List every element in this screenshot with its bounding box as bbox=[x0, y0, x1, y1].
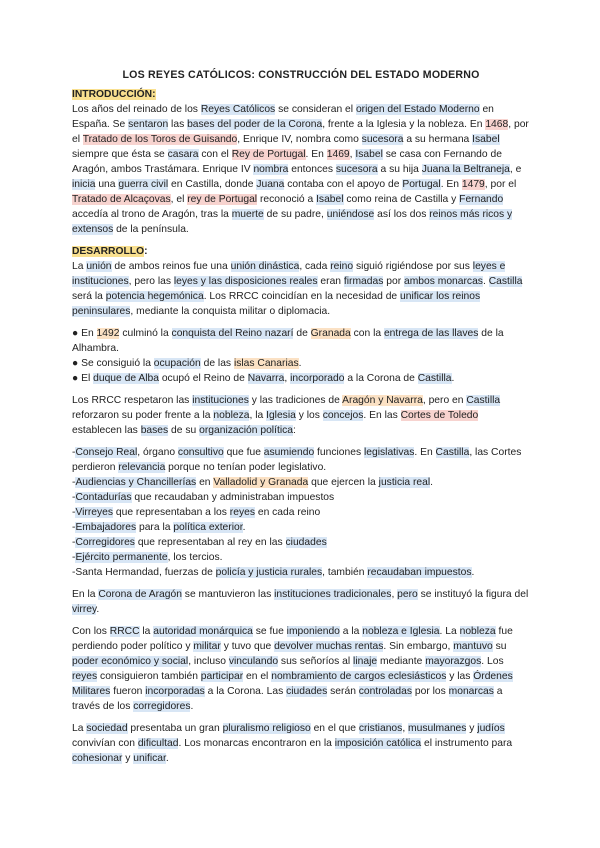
text-run: consiguieron también bbox=[97, 671, 201, 682]
highlighted-term: rey de Portugal bbox=[187, 194, 258, 205]
text-run: - bbox=[72, 552, 76, 563]
text-run: ● En bbox=[72, 328, 97, 339]
highlighted-term: Reyes Católicos bbox=[200, 104, 276, 115]
text-run: . Los monarcas encontraron en la bbox=[178, 738, 335, 749]
text-run: En la bbox=[72, 589, 99, 600]
highlighted-term: justicia real bbox=[378, 477, 431, 488]
highlighted-term: recaudaban impuestos bbox=[367, 567, 472, 578]
text-run: en cada reino bbox=[254, 507, 321, 518]
highlighted-term: sociedad bbox=[86, 723, 128, 734]
highlighted-term: ciudades bbox=[285, 537, 327, 548]
text-run: siguió rigiéndose por sus bbox=[353, 261, 473, 272]
highlighted-term: reyes bbox=[229, 507, 255, 518]
list-item bbox=[72, 535, 530, 550]
text-run: en el bbox=[243, 671, 272, 682]
highlighted-term: Portugal bbox=[402, 179, 441, 190]
highlighted-term: nombramiento de cargos eclesiásticos bbox=[271, 671, 447, 682]
text-run: , Enrique IV, nombra como bbox=[237, 134, 362, 145]
text-run: , bbox=[349, 149, 356, 160]
text-run: . La bbox=[439, 626, 460, 637]
highlighted-term: leyes e instituciones bbox=[72, 261, 506, 287]
highlighted-term: Aragón y Navarra bbox=[342, 395, 423, 406]
highlighted-term: cristianos bbox=[358, 723, 403, 734]
text-run: se instituyó la figura del bbox=[417, 589, 529, 600]
highlighted-term: concejos bbox=[322, 410, 364, 421]
highlighted-term: reinos más ricos y extensos bbox=[72, 209, 513, 235]
highlighted-term: Corona de Aragón bbox=[98, 589, 182, 600]
text-run: . Los RRCC coincidían en la necesidad de bbox=[203, 291, 401, 302]
highlighted-term: duque de Alba bbox=[93, 373, 159, 384]
text-run: porque no tenían poder legislativo. bbox=[165, 462, 327, 473]
text-run: . bbox=[298, 358, 302, 369]
highlighted-term: sentaron bbox=[128, 119, 169, 130]
text-run: de su bbox=[168, 425, 200, 436]
text-run: mediante bbox=[377, 656, 426, 667]
highlighted-term: conquista del Reino nazarí bbox=[171, 328, 294, 339]
text-run: , las Cortes perdieron bbox=[72, 447, 522, 473]
text-run: con el bbox=[198, 149, 232, 160]
text-run: contaba con el apoyo de bbox=[284, 179, 403, 190]
highlighted-term: guerra civil bbox=[118, 179, 169, 190]
highlighted-term: Embajadores bbox=[75, 522, 137, 533]
text-run: , el bbox=[170, 194, 188, 205]
highlighted-term: firmadas bbox=[343, 276, 384, 287]
highlighted-term: ciudades bbox=[286, 686, 328, 697]
text-run: Los RRCC respetaron las bbox=[72, 395, 193, 406]
text-run: - bbox=[72, 447, 76, 458]
text-run: fue perdiendo poder político y bbox=[72, 626, 513, 652]
text-run: , por el bbox=[72, 119, 529, 145]
text-run: , incluso bbox=[188, 656, 229, 667]
highlighted-term: imposición católica bbox=[334, 738, 422, 749]
text-run: de su padre, bbox=[263, 209, 327, 220]
highlighted-term: Juana bbox=[256, 179, 285, 190]
text-run: a la Corona. Las bbox=[204, 686, 287, 697]
highlighted-term: Tratado de Alcaçovas bbox=[72, 194, 171, 205]
text-run: , mediante la conquista militar o diplomacia. bbox=[130, 306, 331, 317]
text-run: a su hermana bbox=[403, 134, 473, 145]
highlighted-term: nobleza bbox=[459, 626, 496, 637]
list-item bbox=[72, 326, 530, 356]
highlighted-term: instituciones bbox=[192, 395, 249, 406]
text-run: a través de los bbox=[72, 686, 503, 712]
text-run: . Sin embargo, bbox=[383, 641, 454, 652]
highlighted-term: Isabel bbox=[355, 149, 383, 160]
text-run: . En las bbox=[363, 410, 401, 421]
text-run: - bbox=[72, 507, 76, 518]
highlighted-term: 1469 bbox=[326, 149, 350, 160]
highlighted-term: 1479 bbox=[461, 179, 485, 190]
highlighted-term: 1468 bbox=[485, 119, 509, 130]
highlighted-term: nobleza e Iglesia bbox=[362, 626, 440, 637]
highlighted-term: inicia bbox=[72, 179, 96, 190]
highlighted-term: uniéndose bbox=[326, 209, 375, 220]
text-run: La bbox=[72, 261, 87, 272]
text-run: ● El bbox=[72, 373, 94, 384]
highlighted-term: instituciones tradicionales bbox=[274, 589, 392, 600]
text-run: a la Corona de bbox=[344, 373, 418, 384]
highlighted-term: militar bbox=[193, 641, 221, 652]
text-run: serán bbox=[327, 686, 359, 697]
document-page bbox=[72, 68, 530, 773]
highlighted-term: judíos bbox=[477, 723, 505, 734]
text-run: de las bbox=[200, 358, 234, 369]
text-run: se mantuvieron las bbox=[181, 589, 275, 600]
highlighted-term: Órdenes Militares bbox=[72, 671, 513, 697]
intro-paragraph bbox=[72, 102, 530, 237]
text-run: reforzaron su poder frente a la bbox=[72, 410, 214, 421]
text-run: como reina de Castilla y bbox=[343, 194, 460, 205]
highlighted-term: Tratado de los Toros de Guisando bbox=[82, 134, 238, 145]
highlighted-term: unificar bbox=[133, 753, 166, 764]
text-run: . En bbox=[305, 149, 327, 160]
text-run: - bbox=[72, 492, 76, 503]
list-item bbox=[72, 371, 530, 386]
conquest-list bbox=[72, 326, 530, 386]
text-run: . bbox=[96, 604, 100, 615]
text-run: . En bbox=[414, 447, 436, 458]
highlighted-term: vinculando bbox=[228, 656, 279, 667]
highlighted-term: 1492 bbox=[96, 328, 120, 339]
text-run: convivían con bbox=[72, 738, 138, 749]
text-run: accedía al trono de Aragón, tras la bbox=[72, 209, 232, 220]
text-run: , bbox=[284, 373, 291, 384]
highlighted-term: Ejército permanente bbox=[75, 552, 168, 563]
highlighted-term: Rey de Portugal bbox=[231, 149, 306, 160]
intro-heading bbox=[72, 87, 530, 102]
highlighted-term: Juana la Beltraneja bbox=[421, 164, 510, 175]
text-run: , frente a la Iglesia y la nobleza. En bbox=[322, 119, 486, 130]
text-run: por bbox=[383, 276, 404, 287]
highlighted-term: Valladolid y Granada bbox=[213, 477, 309, 488]
highlighted-term: pero bbox=[397, 589, 418, 600]
highlighted-term: cohesionar bbox=[72, 753, 123, 764]
text-run: Con los bbox=[72, 626, 110, 637]
highlighted-term: imponiendo bbox=[286, 626, 340, 637]
text-run: que representaban a los bbox=[113, 507, 230, 518]
highlighted-term: leyes y las disposiciones reales bbox=[173, 276, 318, 287]
highlighted-term: Castilla bbox=[488, 276, 523, 287]
text-run: . bbox=[482, 276, 489, 287]
highlighted-term: Granada bbox=[310, 328, 351, 339]
text-run: a la bbox=[339, 626, 363, 637]
text-run: y tuvo que bbox=[220, 641, 275, 652]
desarrollo-paragraph-5 bbox=[72, 721, 530, 766]
highlighted-term: Navarra bbox=[247, 373, 285, 384]
intro-heading-text: INTRODUCCIÓN: bbox=[72, 89, 156, 100]
text-run: : bbox=[292, 425, 296, 436]
text-run: , la bbox=[249, 410, 267, 421]
text-run: , los tercios. bbox=[167, 552, 223, 563]
highlighted-term: Isabel bbox=[316, 194, 344, 205]
text-run: y los bbox=[295, 410, 323, 421]
text-run: . bbox=[430, 477, 434, 488]
text-run: . bbox=[165, 753, 169, 764]
highlighted-term: muerte bbox=[231, 209, 264, 220]
desarrollo-paragraph-2 bbox=[72, 393, 530, 438]
highlighted-term: Isabel bbox=[472, 134, 500, 145]
highlighted-term: reyes bbox=[72, 671, 98, 682]
text-run: establecen las bbox=[72, 425, 141, 436]
text-run: su bbox=[492, 641, 507, 652]
text-run: que ejercen la bbox=[308, 477, 379, 488]
text-run: con la bbox=[350, 328, 384, 339]
highlighted-term: Castilla bbox=[466, 395, 501, 406]
highlighted-term: casara bbox=[167, 149, 199, 160]
text-run: ● Se consiguió la bbox=[72, 358, 154, 369]
desarrollo-paragraph-1 bbox=[72, 259, 530, 319]
highlighted-term: participar bbox=[200, 671, 244, 682]
highlighted-term: corregidores bbox=[133, 701, 191, 712]
text-run: , por el bbox=[484, 179, 517, 190]
list-item bbox=[72, 356, 530, 371]
text-run: que recaudaban y administraban impuestos bbox=[131, 492, 335, 503]
text-run: ocupó el Reino de bbox=[158, 373, 248, 384]
text-run: reconoció a bbox=[257, 194, 317, 205]
highlighted-term: poder económico y social bbox=[72, 656, 189, 667]
highlighted-term: autoridad monárquica bbox=[153, 626, 253, 637]
text-run: a su hija bbox=[377, 164, 422, 175]
highlighted-term: musulmanes bbox=[408, 723, 467, 734]
highlighted-term: Virreyes bbox=[75, 507, 114, 518]
text-run: , pero en bbox=[422, 395, 467, 406]
highlighted-term: RRCC bbox=[109, 626, 140, 637]
highlighted-term: asumiendo bbox=[263, 447, 315, 458]
text-run: culminó la bbox=[119, 328, 172, 339]
text-run: así los dos bbox=[374, 209, 430, 220]
list-item bbox=[72, 490, 530, 505]
highlighted-term: política exterior bbox=[173, 522, 243, 533]
highlighted-term: dificultad bbox=[137, 738, 179, 749]
highlighted-term: incorporadas bbox=[145, 686, 205, 697]
text-run: eran bbox=[317, 276, 344, 287]
text-run: se casa con Fernando de Aragón, ambos Trastámara. Enrique IV bbox=[72, 149, 502, 175]
highlighted-term: Iglesia bbox=[266, 410, 296, 421]
highlighted-term: ocupación bbox=[153, 358, 201, 369]
highlighted-term: islas Canarias bbox=[233, 358, 299, 369]
text-run: , e bbox=[509, 164, 522, 175]
text-run: - bbox=[72, 537, 76, 548]
text-run: de la península. bbox=[113, 224, 189, 235]
highlighted-term: bases bbox=[140, 425, 169, 436]
text-run: el instrumento para bbox=[421, 738, 513, 749]
text-run: y las bbox=[446, 671, 474, 682]
list-item bbox=[72, 565, 530, 580]
text-run: . Los bbox=[481, 656, 504, 667]
text-run: por los bbox=[412, 686, 449, 697]
text-run: se fue bbox=[252, 626, 287, 637]
text-run: - bbox=[72, 477, 76, 488]
highlighted-term: Contadurías bbox=[75, 492, 132, 503]
desarrollo-paragraph-3 bbox=[72, 587, 530, 617]
text-run: será la bbox=[72, 291, 106, 302]
desarrollo-paragraph-4 bbox=[72, 624, 530, 714]
text-run: , pero las bbox=[128, 276, 174, 287]
text-run: de ambos reinos fue una bbox=[111, 261, 231, 272]
highlighted-term: nobleza bbox=[213, 410, 250, 421]
text-run: , cada bbox=[299, 261, 331, 272]
highlighted-term: organización política bbox=[199, 425, 293, 436]
text-run: para la bbox=[136, 522, 174, 533]
text-run: las bbox=[168, 119, 188, 130]
highlighted-term: mantuvo bbox=[453, 641, 493, 652]
text-run: en España. Se bbox=[72, 104, 494, 130]
text-run: , órgano bbox=[137, 447, 178, 458]
text-run: . En bbox=[440, 179, 462, 190]
highlighted-term: unión bbox=[86, 261, 112, 272]
highlighted-term: unificar los reinos peninsulares bbox=[72, 291, 481, 317]
text-run: la bbox=[139, 626, 154, 637]
text-run: se consideran el bbox=[275, 104, 356, 115]
text-run: y bbox=[122, 753, 134, 764]
highlighted-term: incorporado bbox=[290, 373, 345, 384]
text-run: . bbox=[451, 373, 455, 384]
desarrollo-heading bbox=[72, 244, 530, 259]
text-run: . bbox=[190, 701, 194, 712]
text-run: en bbox=[196, 477, 214, 488]
highlighted-term: linaje bbox=[353, 656, 378, 667]
highlighted-term: bases del poder de la Corona bbox=[187, 119, 323, 130]
highlighted-term: unión dinástica bbox=[230, 261, 300, 272]
list-item bbox=[72, 505, 530, 520]
desarrollo-heading-colon: : bbox=[144, 246, 148, 257]
desarrollo-heading-text: DESARROLLO bbox=[72, 246, 145, 257]
highlighted-term: nombra bbox=[253, 164, 289, 175]
text-run: . bbox=[471, 567, 475, 578]
text-run: de bbox=[293, 328, 311, 339]
highlighted-term: ambos monarcas bbox=[403, 276, 483, 287]
text-run: y las tradiciones de bbox=[248, 395, 343, 406]
text-run: La bbox=[72, 723, 87, 734]
text-run: que fue bbox=[223, 447, 264, 458]
text-run: , bbox=[391, 589, 398, 600]
highlighted-term: monarcas bbox=[448, 686, 494, 697]
highlighted-term: Corregidores bbox=[75, 537, 135, 548]
highlighted-term: devolver muchas rentas bbox=[274, 641, 384, 652]
text-run: , también bbox=[322, 567, 368, 578]
institutions-list bbox=[72, 445, 530, 580]
highlighted-term: Audiencias y Chancillerías bbox=[75, 477, 197, 488]
highlighted-term: reino bbox=[330, 261, 354, 272]
list-item bbox=[72, 445, 530, 475]
highlighted-term: consultivo bbox=[177, 447, 224, 458]
highlighted-term: virrey bbox=[72, 604, 97, 615]
highlighted-term: mayorazgos bbox=[425, 656, 482, 667]
text-run: fueron bbox=[110, 686, 146, 697]
highlighted-term: legislativas bbox=[363, 447, 415, 458]
text-run: en el que bbox=[310, 723, 359, 734]
text-run: una bbox=[95, 179, 119, 190]
highlighted-term: Fernando bbox=[459, 194, 504, 205]
highlighted-term: entrega de las llaves bbox=[383, 328, 479, 339]
list-item bbox=[72, 520, 530, 535]
highlighted-term: pluralismo religioso bbox=[222, 723, 311, 734]
text-run: siempre que ésta se bbox=[72, 149, 168, 160]
text-run: que representaban al rey en las bbox=[134, 537, 286, 548]
highlighted-term: sucesora bbox=[335, 164, 378, 175]
highlighted-term: Consejo Real bbox=[75, 447, 138, 458]
highlighted-term: potencia hegemónica bbox=[105, 291, 204, 302]
text-run: . bbox=[242, 522, 246, 533]
highlighted-term: origen del Estado Moderno bbox=[355, 104, 480, 115]
text-run: en Castilla, donde bbox=[168, 179, 257, 190]
text-run: , bbox=[402, 723, 409, 734]
list-item bbox=[72, 550, 530, 565]
text-run: -Santa Hermandad, fuerzas de bbox=[72, 567, 216, 578]
list-item bbox=[72, 475, 530, 490]
text-run: presentaba un gran bbox=[127, 723, 223, 734]
text-run: de la Alhambra. bbox=[72, 328, 504, 354]
text-run: funciones bbox=[314, 447, 364, 458]
highlighted-term: sucesora bbox=[361, 134, 404, 145]
highlighted-term: Castilla bbox=[417, 373, 452, 384]
highlighted-term: controladas bbox=[358, 686, 413, 697]
highlighted-term: Castilla bbox=[435, 447, 470, 458]
text-run: entonces bbox=[288, 164, 336, 175]
page-title: LOS REYES CATÓLICOS: CONSTRUCCIÓN DEL ESTADO MODERNO bbox=[122, 69, 480, 81]
text-run: y bbox=[466, 723, 478, 734]
text-run: - bbox=[72, 522, 76, 533]
highlighted-term: policía y justicia rurales bbox=[215, 567, 323, 578]
highlighted-term: relevancia bbox=[118, 462, 166, 473]
text-run: Los años del reinado de los bbox=[72, 104, 201, 115]
text-run: sus señoríos al bbox=[278, 656, 354, 667]
highlighted-term: Cortes de Toledo bbox=[400, 410, 479, 421]
